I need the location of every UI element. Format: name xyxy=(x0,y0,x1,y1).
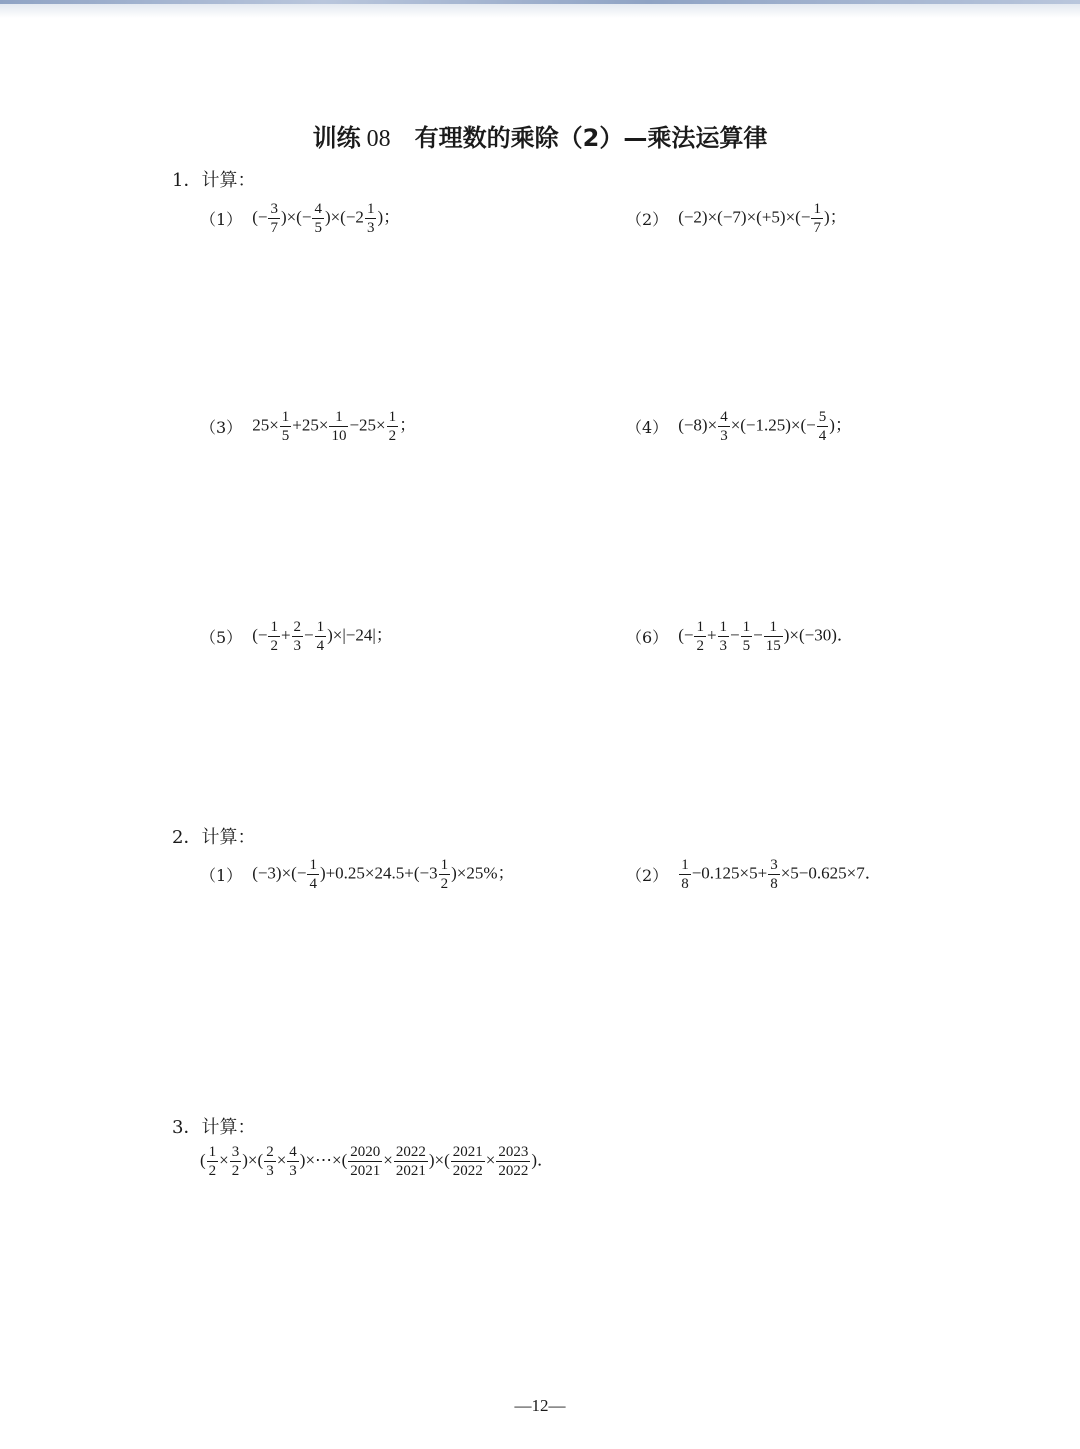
item-label: （3） xyxy=(200,418,243,437)
expression: ( $\frac{1}{2}$ × $\frac{3}{2}$ )×( $\frac{2}{3}$ × $\frac{4}{3}$ )×⋯×( $\frac{2020}{2021}$ × $\frac{2022}{2021}$ )×( $\frac{2021}{2022}$ × $\frac{2023}{2022}$ )． xyxy=(200,1144,555,1179)
q1-item-4 xyxy=(626,408,852,445)
item-label: （2） xyxy=(626,866,669,885)
item-label: （6） xyxy=(626,628,669,647)
expression: 25× $\frac{1}{5}$ +25× $\frac{1}{10}$ −25× $\frac{1}{2}$ ； xyxy=(252,409,417,444)
q2-item-2 xyxy=(626,856,882,893)
title-main: 有理数的乘除（2）—乘法运算律 xyxy=(414,124,768,152)
q2-heading: 2．计算： xyxy=(172,827,256,848)
expression: (−8)× $\frac{4}{3}$ ×(−1.25)×(− $\frac{5}{4}$ )； xyxy=(678,409,852,444)
q1-heading: 1．计算： xyxy=(172,170,256,191)
expression: (− $\frac{3}{7}$ )×(− $\frac{4}{5}$ )×(−2 $\frac{1}{3}$ )； xyxy=(252,201,401,236)
item-label: （1） xyxy=(200,866,243,885)
page-number: —12— xyxy=(514,1396,566,1415)
item-label: （5） xyxy=(200,628,243,647)
item-label: （2） xyxy=(626,210,669,229)
expression: $\frac{1}{8}$ −0.125×5+ $\frac{3}{8}$ ×5−0.625×7． xyxy=(681,857,882,892)
expression: (− $\frac{1}{2}$ + $\frac{2}{3}$ − $\frac{1}{4}$ )×|−24|； xyxy=(252,619,393,654)
expression: (−2)×(−7)×(+5)×(− $\frac{1}{7}$ )； xyxy=(678,201,847,236)
q1-item-3 xyxy=(200,408,416,445)
q1-item-5 xyxy=(200,618,393,655)
title-code: 08 xyxy=(366,126,391,152)
expression: (− $\frac{1}{2}$ + $\frac{1}{3}$ − $\frac{1}{5}$ − $\frac{1}{15}$ )×(−30)． xyxy=(678,619,854,654)
q3-heading: 3．计算： xyxy=(172,1117,256,1138)
expression: (−3)×(− $\frac{1}{4}$ )+0.25×24.5+(−3 $\frac{1}{2}$ )×25%； xyxy=(252,857,515,892)
q1-item-2 xyxy=(626,200,847,237)
item-label: （4） xyxy=(626,418,669,437)
q2-item-1 xyxy=(200,856,515,893)
top-edge-shade xyxy=(0,4,1080,18)
q1-item-1 xyxy=(200,200,400,237)
title-prefix: 训练 xyxy=(312,124,361,152)
q1-item-6 xyxy=(626,618,854,655)
q3-item xyxy=(200,1143,554,1180)
page-title xyxy=(0,118,1080,153)
item-label: （1） xyxy=(200,210,243,229)
